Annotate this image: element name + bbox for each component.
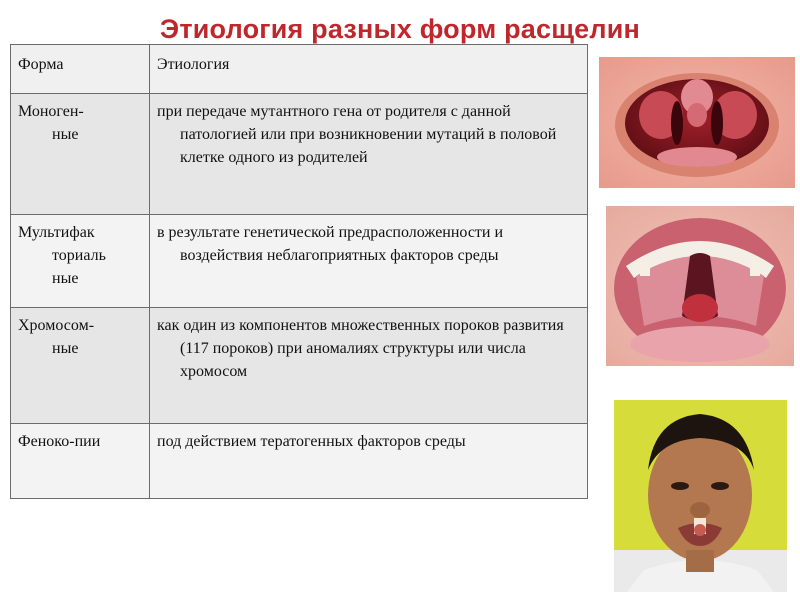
photo-bilateral-cleft-infant <box>599 57 795 188</box>
etiology-cell: при передаче мутантного гена от родителя с данной патологией или при возникновении мутаций в половой клетке одного из родителей <box>150 94 588 215</box>
header-etiology: Этиология <box>150 45 588 94</box>
table-row <box>11 215 588 308</box>
form-cell: Феноко-пии <box>11 424 150 499</box>
form-cell: Моноген- ные <box>11 94 150 215</box>
etiology-cell: под действием тератогенных факторов среды <box>150 424 588 499</box>
photo-cleft-palate <box>606 206 794 366</box>
table-row <box>11 424 588 499</box>
photo-boy-cleft-lip-image <box>614 400 787 592</box>
page-title: Этиология разных форм расщелин <box>159 14 641 44</box>
table-header-row <box>11 45 588 94</box>
form-cell: Мультифак ториаль ные <box>11 215 150 308</box>
photo-cleft-palate-image <box>606 206 794 366</box>
form-cell: Хромосом- ные <box>11 308 150 424</box>
photo-bilateral-cleft-infant-image <box>599 57 795 188</box>
etiology-table <box>10 44 588 499</box>
header-form: Форма <box>11 45 150 94</box>
photo-boy-cleft-lip <box>614 400 787 592</box>
table-row <box>11 94 588 215</box>
etiology-cell: как один из компонентов множественных пороков развития (117 пороков) при аномалиях структуры или числа хромосом <box>150 308 588 424</box>
etiology-cell: в результате генетической предрасположенности и воздействия неблагоприятных факторов среды <box>150 215 588 308</box>
table-row <box>11 308 588 424</box>
